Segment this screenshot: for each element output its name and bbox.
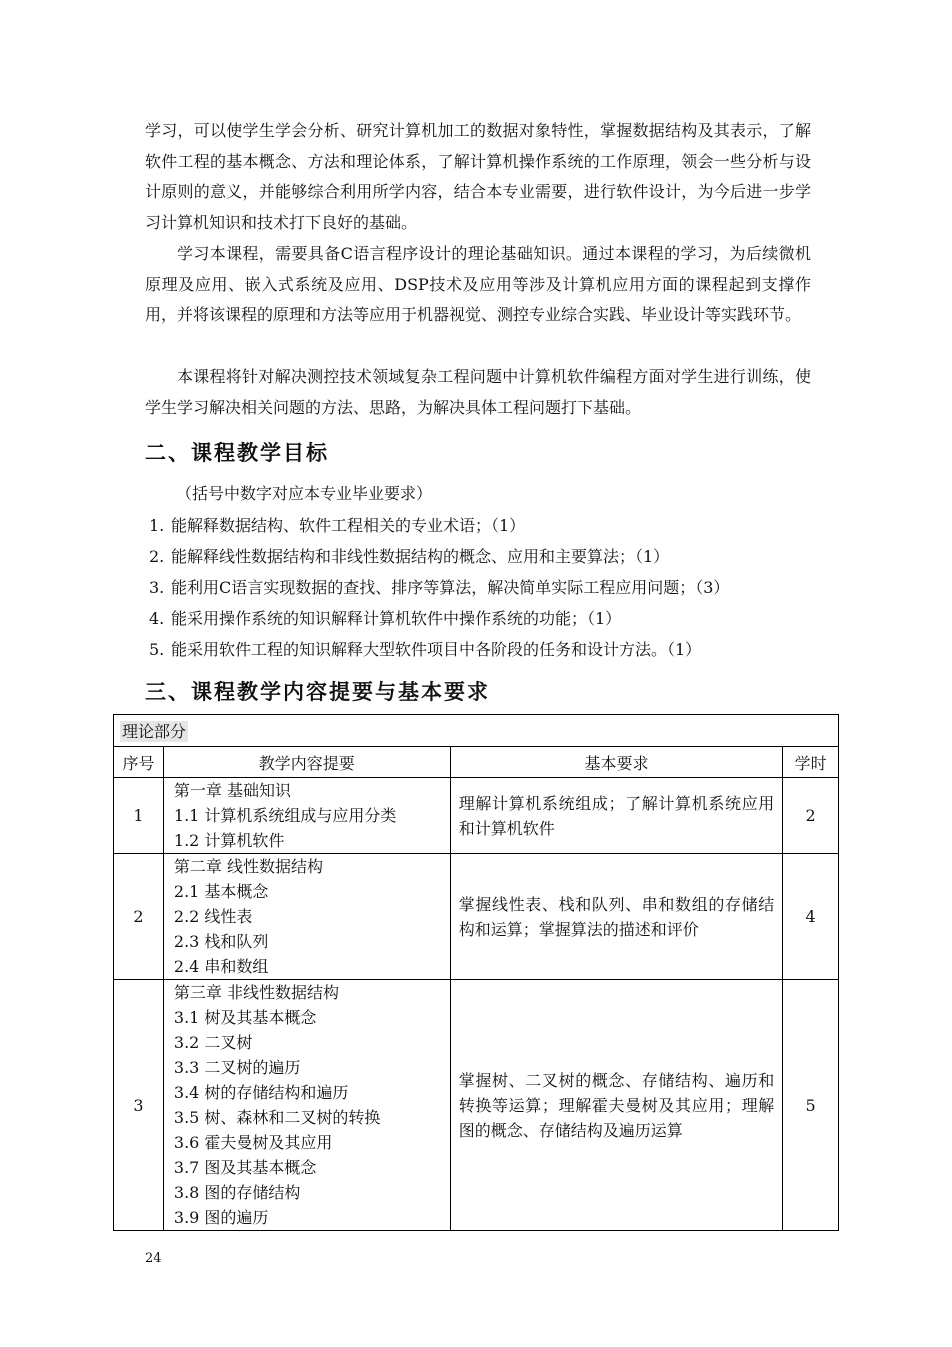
course-content-table [113, 714, 839, 1231]
goal-item [149, 542, 729, 573]
goal-number: 4. [149, 609, 165, 628]
goal-item [149, 511, 729, 542]
topic-line: 3.5 树、森林和二叉树的转换 [173, 1108, 381, 1127]
row-topics [163, 778, 450, 854]
topic-line: 3.7 图及其基本概念 [173, 1158, 317, 1177]
section-2-heading: 二、课程教学目标 [145, 440, 329, 465]
page-number: 24 [145, 1251, 162, 1266]
intro-paragraph-1: 学习，可以使学生学会分析、研究计算机加工的数据对象特性，掌握数据结构及其表示，了解软件工程的基本概念、方法和理论体系，了解计算机操作系统的工作原理，领会一些分析与设计原则的意义，并能够综合利用所学内容，结合本专业需要，进行软件设计，为今后进一步学习计算机知识和技术打下良好的基础。 [145, 121, 811, 232]
goal-text: 能采用软件工程的知识解释大型软件项目中各阶段的任务和设计方法。（1） [171, 640, 702, 659]
goal-number: 1. [149, 516, 165, 535]
table-section-row [114, 715, 839, 747]
section-cell [114, 715, 839, 747]
goal-item [149, 573, 729, 604]
topic-line: 3.1 树及其基本概念 [173, 1008, 317, 1027]
row-number: 1 [114, 778, 164, 854]
section-3-heading: 三、课程教学内容提要与基本要求 [145, 679, 490, 704]
topic-line: 2.3 栈和队列 [173, 932, 269, 951]
row-requirement: 掌握线性表、栈和队列、串和数组的存储结构和运算；掌握算法的描述和评价 [450, 854, 783, 980]
topic-line: 第一章 基础知识 [173, 781, 291, 800]
topic-line: 第三章 非线性数据结构 [173, 983, 339, 1002]
goal-number: 5. [149, 640, 165, 659]
row-number: 2 [114, 854, 164, 980]
intro-paragraph-3: 本课程将针对解决测控技术领域复杂工程问题中计算机软件编程方面对学生进行训练，使学生学习解决相关问题的方法、思路，为解决具体工程问题打下基础。 [145, 367, 811, 417]
goal-number: 3. [149, 578, 165, 597]
goals-list [149, 511, 729, 666]
row-requirement: 理解计算机系统组成；了解计算机系统应用和计算机软件 [450, 778, 783, 854]
topic-line: 2.1 基本概念 [173, 882, 269, 901]
row-hours: 5 [783, 980, 839, 1231]
topic-line: 2.4 串和数组 [173, 957, 269, 976]
topic-line: 2.2 线性表 [173, 907, 253, 926]
topic-line: 1.1 计算机系统组成与应用分类 [173, 806, 397, 825]
goal-text: 能解释数据结构、软件工程相关的专业术语；（1） [171, 516, 526, 535]
row-requirement: 掌握树、二叉树的概念、存储结构、遍历和转换等运算；理解霍夫曼树及其应用；理解图的概念、存储结构及遍历运算 [450, 980, 783, 1231]
topic-line: 3.8 图的存储结构 [173, 1183, 301, 1202]
topic-line: 3.9 图的遍历 [173, 1208, 269, 1227]
goal-text: 能解释线性数据结构和非线性数据结构的概念、应用和主要算法；（1） [171, 547, 670, 566]
intro-paragraph-2: 学习本课程，需要具备C语言程序设计的理论基础知识。通过本课程的学习，为后续微机原理及应用、嵌入式系统及应用、DSP技术及应用等涉及计算机应用方面的课程起到支撑作用，并将该课程的原理和方法等应用于机器视觉、测控专业综合实践、毕业设计等实践环节。 [145, 244, 811, 325]
topic-line: 3.3 二叉树的遍历 [173, 1058, 301, 1077]
topic-line: 1.2 计算机软件 [173, 831, 285, 850]
topic-line: 第二章 线性数据结构 [173, 857, 323, 876]
goal-number: 2. [149, 547, 165, 566]
table-row [114, 854, 839, 980]
row-number: 3 [114, 980, 164, 1231]
goals-note: （括号中数字对应本专业毕业要求） [176, 484, 433, 503]
table-row [114, 778, 839, 854]
goal-item [149, 635, 729, 666]
goal-text: 能采用操作系统的知识解释计算机软件中操作系统的功能；（1） [171, 609, 622, 628]
table-row [114, 980, 839, 1231]
topic-line: 3.6 霍夫曼树及其应用 [173, 1133, 333, 1152]
row-topics [163, 980, 450, 1231]
goal-item [149, 604, 729, 635]
header-requirement: 基本要求 [450, 747, 783, 778]
row-hours: 4 [783, 854, 839, 980]
header-topic: 教学内容提要 [163, 747, 450, 778]
header-no: 序号 [114, 747, 164, 778]
topic-line: 3.4 树的存储结构和遍历 [173, 1083, 349, 1102]
table-header-row [114, 747, 839, 778]
section-label: 理论部分 [122, 722, 187, 741]
goal-text: 能利用C语言实现数据的查找、排序等算法，解决简单实际工程应用问题；（3） [171, 578, 730, 597]
header-hours: 学时 [783, 747, 839, 778]
topic-line: 3.2 二叉树 [173, 1033, 253, 1052]
row-hours: 2 [783, 778, 839, 854]
row-topics [163, 854, 450, 980]
